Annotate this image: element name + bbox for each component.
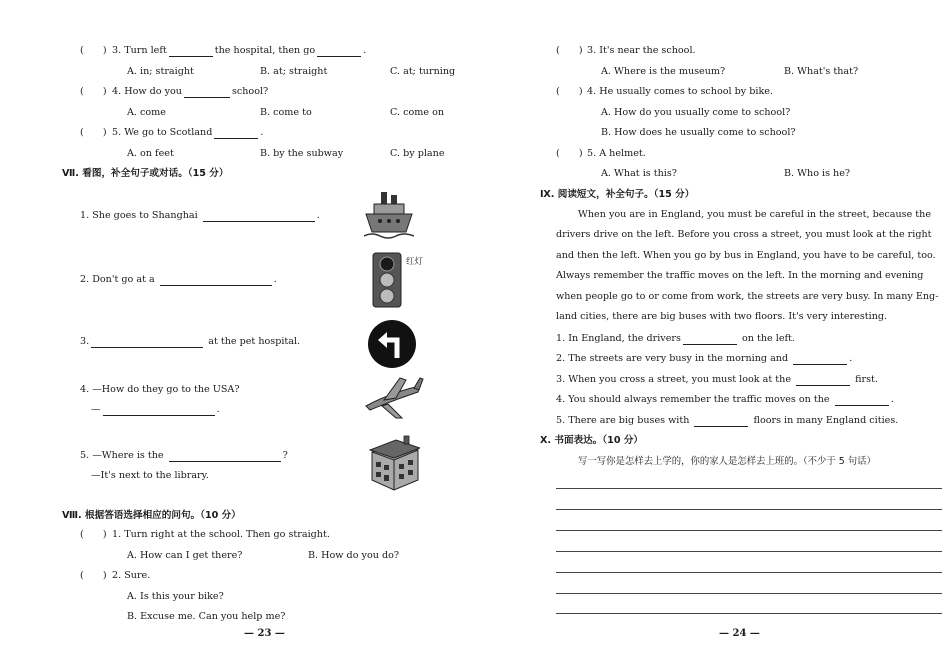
fill-blank[interactable] <box>835 395 889 406</box>
option-b: B. Who is he? <box>784 168 851 179</box>
option-b: B. How do you do? <box>308 550 400 561</box>
option-a: A. come <box>127 107 166 118</box>
option-b: B. How does he usually come to school? <box>601 127 796 138</box>
turn-left-sign-picture <box>366 318 418 370</box>
option-a: A. Is this your bike? <box>127 591 224 602</box>
fill-blank[interactable] <box>103 405 215 416</box>
picture-item-5-question: 5. —Where is the ? <box>80 450 288 461</box>
fill-blank[interactable] <box>169 451 281 462</box>
question-3: 3. It's near the school. <box>587 45 696 56</box>
picture-item-5-answer: —It's next to the library. <box>91 470 209 481</box>
option-b: B. at; straight <box>260 66 328 77</box>
question-2: 2. Sure. <box>112 570 151 581</box>
answer-paren[interactable]: ( ) <box>80 529 107 540</box>
writing-line[interactable] <box>556 488 942 489</box>
writing-prompt: 写一写你是怎样去上学的，你的家人是怎样去上班的。（不少于 5 句话） <box>578 456 876 467</box>
answer-paren[interactable]: ( ) <box>556 148 583 159</box>
picture-item-1: 1. She goes to Shanghai . <box>80 210 320 221</box>
writing-line[interactable] <box>556 593 942 594</box>
answer-paren[interactable]: ( ) <box>80 570 107 581</box>
option-b: B. come to <box>260 107 312 118</box>
option-b: B. Excuse me. Can you help me? <box>127 611 286 622</box>
option-a: A. Where is the museum? <box>601 66 726 77</box>
question-5: 5. A helmet. <box>587 148 646 159</box>
reading-passage-line: when people go to or come from work, the streets are very busy. In many Eng- <box>556 291 939 302</box>
reading-passage-line: land cities, there are big buses with two floors. It's very interesting. <box>556 311 888 322</box>
option-a: A. How can I get there? <box>127 550 243 561</box>
fill-blank[interactable] <box>91 337 203 348</box>
answer-paren[interactable]: ( ) <box>80 45 107 56</box>
fill-blank[interactable] <box>169 46 213 57</box>
section-title: Ⅶ. 看图，补全句子或对话。（15 分） <box>62 168 229 179</box>
option-a: A. on feet <box>127 148 174 159</box>
reading-passage-line: Always remember the traffic moves on the left. In the morning and evening <box>556 270 924 281</box>
question-5: 5. We go to Scotland . <box>112 127 264 138</box>
question-4: 4. How do you school? <box>112 86 269 97</box>
writing-line[interactable] <box>556 613 942 614</box>
option-a: A. What is this? <box>601 168 677 179</box>
picture-item-3: 3. at the pet hospital. <box>80 336 301 347</box>
airplane-picture <box>362 376 424 420</box>
ship-picture <box>364 186 414 242</box>
question-3: 3. Turn left the hospital, then go . <box>112 45 367 56</box>
section-title: Ⅷ. 根据答语选择相应的问句。（10 分） <box>62 510 241 521</box>
section-title: Ⅸ. 阅读短文，补全句子。（15 分） <box>540 189 695 200</box>
option-c: C. by plane <box>390 148 445 159</box>
option-b: B. by the subway <box>260 148 344 159</box>
writing-line[interactable] <box>556 551 942 552</box>
answer-paren[interactable]: ( ) <box>556 86 583 97</box>
fill-blank[interactable] <box>184 87 230 98</box>
answer-paren[interactable]: ( ) <box>80 127 107 138</box>
reading-sentence-1: 1. In England, the drivers on the left. <box>556 333 795 344</box>
fill-blank[interactable] <box>214 128 258 139</box>
option-c: C. come on <box>390 107 445 118</box>
fill-blank[interactable] <box>694 416 748 427</box>
building-picture <box>368 432 420 494</box>
picture-item-4-answer: — . <box>91 404 220 415</box>
fill-blank[interactable] <box>683 334 737 345</box>
question-1: 1. Turn right at the school. Then go straight. <box>112 529 330 540</box>
option-b: B. What's that? <box>784 66 859 77</box>
option-c: C. at; turning <box>390 66 456 77</box>
option-a: A. How do you usually come to school? <box>601 107 791 118</box>
reading-sentence-3: 3. When you cross a street, you must look at the first. <box>556 374 878 385</box>
reading-passage-line: drivers drive on the left. Before you cross a street, you must look at the right <box>556 229 932 240</box>
picture-item-4-question: 4. —How do they go to the USA? <box>80 384 240 395</box>
fill-blank[interactable] <box>796 375 850 386</box>
page-number: — 24 — <box>719 628 760 639</box>
reading-sentence-5: 5. There are big buses with floors in many England cities. <box>556 415 899 426</box>
section-title: Ⅹ. 书面表达。（10 分） <box>540 435 644 446</box>
fill-blank[interactable] <box>160 275 272 286</box>
question-4: 4. He usually comes to school by bike. <box>587 86 773 97</box>
reading-sentence-4: 4. You should always remember the traffic moves on the . <box>556 394 894 405</box>
page-number: — 23 — <box>244 628 285 639</box>
fill-blank[interactable] <box>793 354 847 365</box>
writing-line[interactable] <box>556 530 942 531</box>
reading-passage-line: and then the left. When you go by bus in England, you have to be careful, too. <box>556 250 936 261</box>
answer-paren[interactable]: ( ) <box>80 86 107 97</box>
writing-line[interactable] <box>556 509 942 510</box>
answer-paren[interactable]: ( ) <box>556 45 583 56</box>
picture-item-2: 2. Don't go at a . <box>80 274 277 285</box>
reading-passage-line: When you are in England, you must be careful in the street, because the <box>578 209 932 220</box>
fill-blank[interactable] <box>203 211 315 222</box>
option-a: A. in; straight <box>127 66 194 77</box>
red-light-label: 红灯 <box>406 257 424 267</box>
fill-blank[interactable] <box>317 46 361 57</box>
writing-line[interactable] <box>556 572 942 573</box>
traffic-light-picture <box>370 252 404 308</box>
reading-sentence-2: 2. The streets are very busy in the morning and . <box>556 353 853 364</box>
